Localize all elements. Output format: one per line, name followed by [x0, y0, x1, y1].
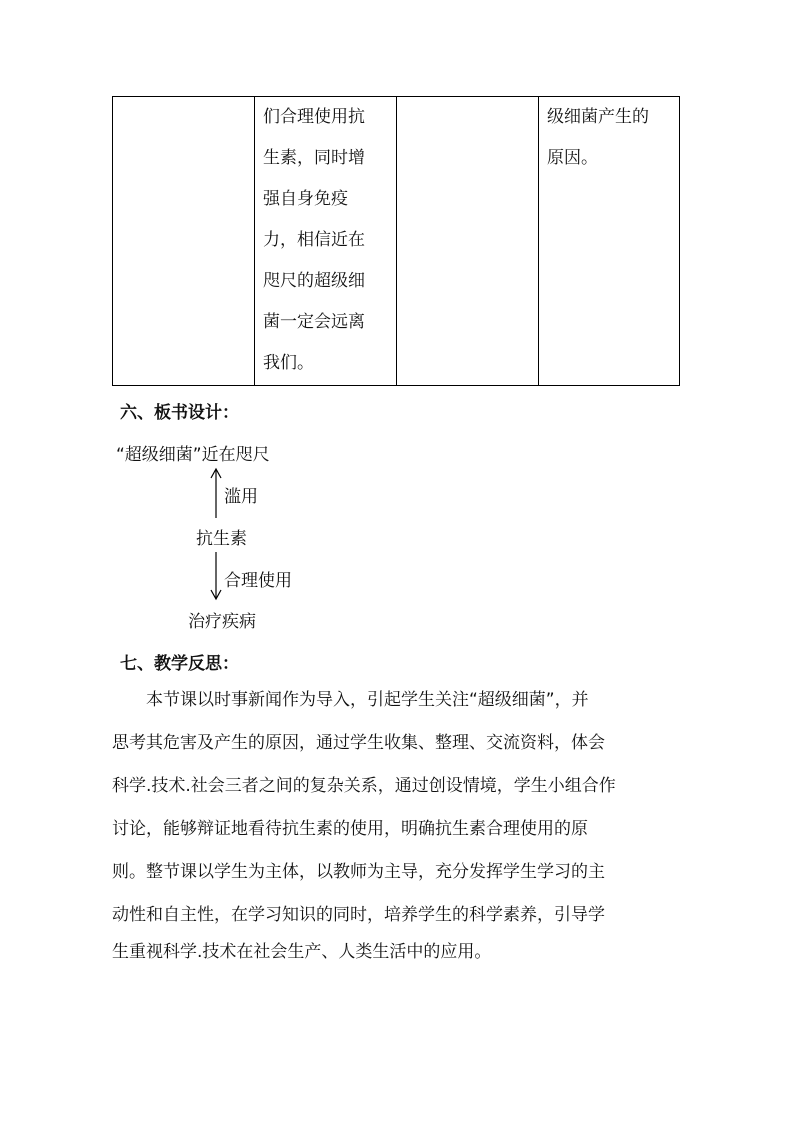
section-heading-board-design: 六、板书设计： [120, 403, 239, 423]
table-cell-col4 [539, 97, 681, 385]
board-label-treat-disease: 治疗疾病 [188, 612, 256, 632]
paragraph-line: 思考其危害及产生的原因，通过学生收集、整理、交流资料，体会 [112, 733, 605, 753]
paragraph-line: 动性和自主性，在学习知识的同时，培养学生的科学素养，引导学 [112, 905, 605, 925]
paragraph-line: 则。整节课以学生为主体，以教师为主导，充分发挥学生学习的主 [112, 862, 605, 882]
lesson-table [112, 96, 680, 386]
paragraph-line: 本节课以时事新闻作为导入，引起学生关注“超级细菌”，并 [146, 690, 589, 710]
table-text-line: 级细菌产生的 [547, 107, 649, 127]
table-text-line: 力，相信近在 [263, 230, 365, 250]
board-label-rational-use: 合理使用 [224, 571, 292, 591]
paragraph-line: 讨论，能够辩证地看待抗生素的使用，明确抗生素合理使用的原 [112, 819, 588, 839]
table-text-line: 们合理使用抗 [263, 107, 365, 127]
table-cell-col1 [113, 97, 255, 385]
table-text-line: 菌一定会远离 [263, 312, 365, 332]
board-label-abuse: 滥用 [224, 487, 258, 507]
section-heading-teaching-reflection: 七、教学反思： [120, 654, 239, 674]
board-label-antibiotic: 抗生素 [196, 529, 247, 549]
table-text-line: 我们。 [263, 353, 314, 373]
table-cell-col3 [397, 97, 539, 385]
table-text-line: 强自身免疫 [263, 189, 348, 209]
table-text-line: 咫尺的超级细 [263, 271, 365, 291]
paragraph-line: 生重视科学.技术在社会生产、人类生活中的应用。 [112, 942, 492, 962]
paragraph-line: 科学.技术.社会三者之间的复杂关系，通过创设情境，学生小组合作 [112, 776, 616, 796]
table-text-line: 生素，同时增 [263, 148, 365, 168]
board-title: “超级细菌”近在咫尺 [116, 445, 270, 465]
arrow-down-icon [211, 552, 221, 599]
arrow-up-icon [211, 469, 221, 518]
table-cell-col2 [255, 97, 397, 385]
table-text-line: 原因。 [547, 148, 598, 168]
